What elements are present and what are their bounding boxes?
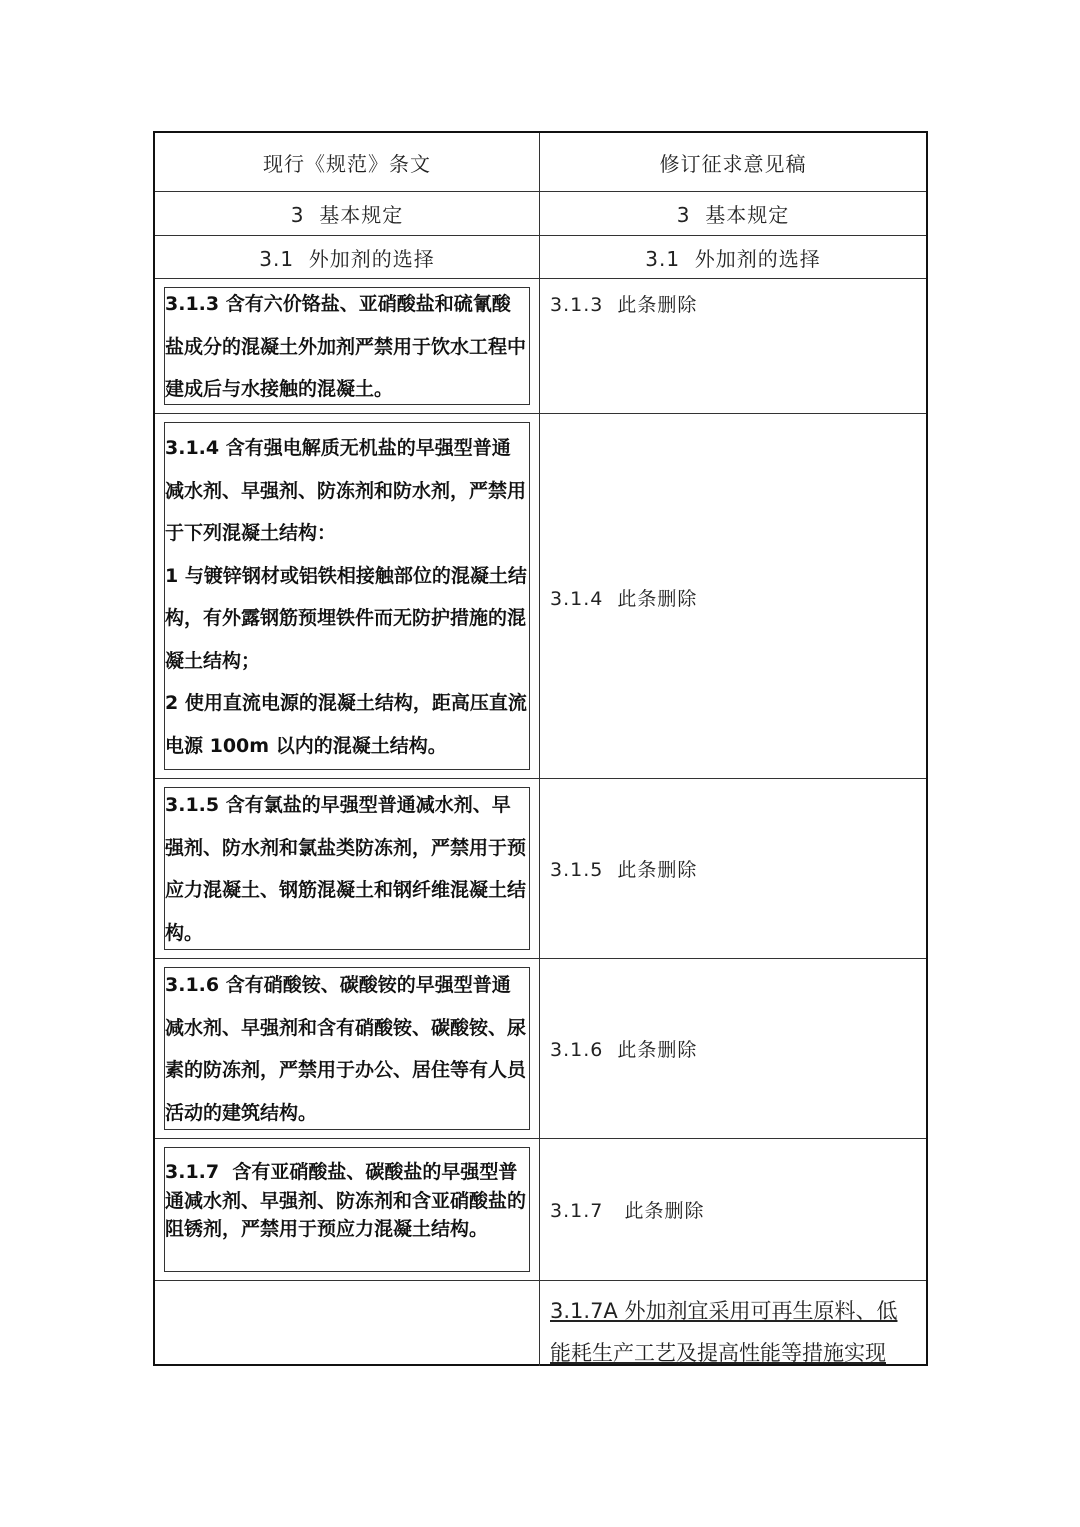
clause-current-text: 3.1.3 含有六价铬盐、亚硝酸盐和硫氰酸盐成分的混凝土外加剂严禁用于饮水工程中建成后与水接触的混凝土。 (165, 293, 527, 400)
clause-revised-cell (540, 1139, 926, 1280)
clause-revised-text: 3.1.4 此条删除 (550, 588, 698, 610)
clause-revised-cell (540, 414, 926, 778)
clause-current-cell (155, 1281, 539, 1366)
table-row (155, 779, 926, 959)
table-row (155, 414, 926, 779)
table-header-row (155, 133, 926, 192)
clause-revised-text: 3.1.7 此条删除 (550, 1200, 705, 1222)
section-current-cell (155, 192, 539, 235)
section-revised-cell (540, 192, 926, 235)
table-row (155, 279, 926, 414)
clause-revised-cell (540, 779, 926, 958)
section-revised-label: 3 基本规定 (676, 203, 790, 227)
header-current-label: 现行《规范》条文 (263, 151, 431, 176)
subsection-current-cell (155, 236, 539, 278)
clause-current-cell (155, 959, 539, 1138)
clause-revised-text: 3.1.5 此条删除 (550, 859, 698, 881)
header-revised-label: 修订征求意见稿 (659, 151, 807, 176)
subsection-current-label: 3.1 外加剂的选择 (259, 246, 435, 271)
section-row (155, 192, 926, 236)
clause-revised-text: 3.1.7A 外加剂宜采用可再生原料、低能耗生产工艺及提高性能等措施实现 (550, 1299, 898, 1365)
clause-revised-cell (540, 1281, 926, 1366)
clause-current-text: 3.1.5 含有氯盐的早强型普通减水剂、早强剂、防水剂和氯盐类防冻剂，严禁用于预应力混凝土、钢筋混凝土和钢纤维混凝土结构。 (165, 794, 527, 944)
clause-current-cell (155, 1139, 539, 1280)
section-current-label: 3 基本规定 (290, 203, 404, 227)
table-row (155, 1281, 926, 1366)
header-revised-cell (540, 133, 926, 191)
comparison-table (153, 131, 928, 1366)
subsection-row (155, 236, 926, 279)
table-row (155, 1139, 926, 1281)
clause-current-text: 3.1.4 含有强电解质无机盐的早强型普通减水剂、早强剂、防冻剂和防水剂，严禁用于下列混凝土结构： 1 与镀锌钢材或铝铁相接触部位的混凝土结构，有外露钢筋预埋铁件而无防护措施的混凝土结构； 2 使用直流电源的混凝土结构，距高压直流电源 100m 以内的混凝土结构。 (165, 437, 527, 757)
clause-current-text: 3.1.6 含有硝酸铵、碳酸铵的早强型普通减水剂、早强剂和含有硝酸铵、碳酸铵、尿素的防冻剂，严禁用于办公、居住等有人员活动的建筑结构。 (165, 974, 527, 1124)
clause-current-cell (155, 414, 539, 778)
clause-revised-text: 3.1.6 此条删除 (550, 1039, 698, 1061)
subsection-revised-label: 3.1 外加剂的选择 (645, 246, 821, 271)
clause-revised-text: 3.1.3 此条删除 (550, 294, 698, 316)
clause-current-text: 3.1.7 含有亚硝酸盐、碳酸盐的早强型普通减水剂、早强剂、防冻剂和含亚硝酸盐的阻锈剂，严禁用于预应力混凝土结构。 (165, 1161, 527, 1240)
clause-revised-cell (540, 279, 926, 413)
header-current-cell (155, 133, 539, 191)
clause-revised-cell (540, 959, 926, 1138)
table-row (155, 959, 926, 1139)
clause-current-cell (155, 279, 539, 413)
clause-current-cell (155, 779, 539, 958)
subsection-revised-cell (540, 236, 926, 278)
